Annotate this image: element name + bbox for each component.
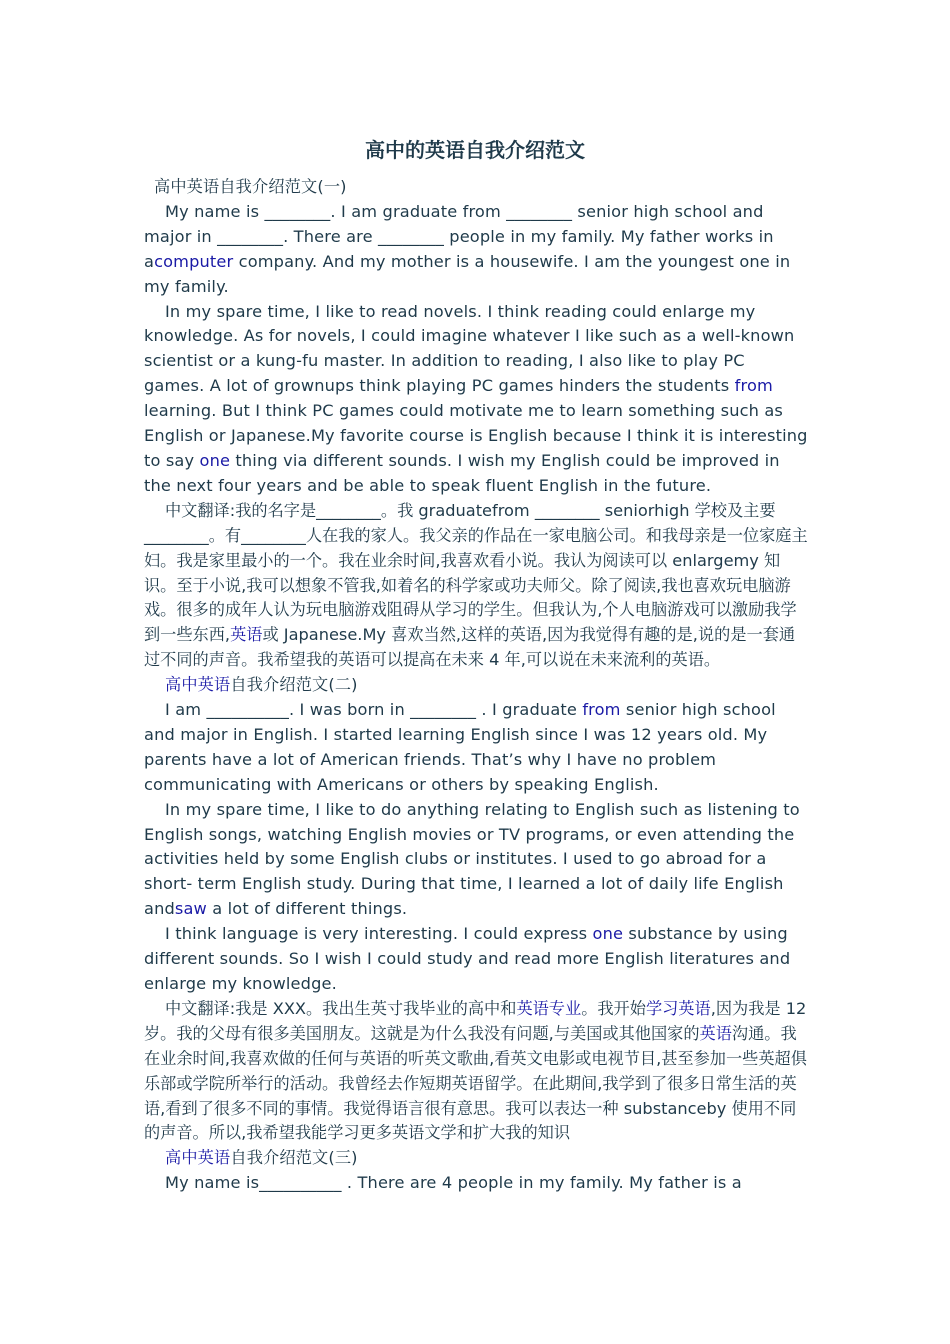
link-heading-3[interactable]: 高中英语 xyxy=(165,1148,231,1168)
link-english[interactable]: 英语 xyxy=(230,625,263,645)
document-title: 高中的英语自我介绍范文 xyxy=(365,138,585,162)
section-1-heading: 高中英语自我介绍范文(一) xyxy=(154,177,347,196)
link-english-2[interactable]: 英语 xyxy=(699,1023,732,1043)
section-1-translation: 中文翻译:我的名字是________。我 graduatefrom ________ seniorhigh 学校及主要________。有________人在我的家人。我父亲的作品在一家电脑公司。和我母亲是一位家庭主妇。我是家里最小的一个。我在业余时间,我喜欢看小说。我认为阅读可以 enlargemy 知识。至于小说,我可以想象不管我,如着名的科学家或功夫师父。除了阅读,我也喜欢玩电脑游戏。很多的成年人认为玩电脑游戏阻碍从学习的学生。但我认为,个人电脑游戏可以激励我学到一些东西,英语或 Japanese.My 喜欢当然,这样的英语,因为我觉得有趣的是,说的是一套通过不同的声音。我希望我的英语可以提高在未来 4 年,可以说在未来流利的英语。 xyxy=(144,500,808,670)
section-2-paragraph-3: I think language is very interesting. I could express one substance by using different sounds. So I wish I could study and read more English literatures and enlarge my knowledge. xyxy=(144,924,791,993)
link-learn-english[interactable]: 学习英语 xyxy=(645,998,711,1018)
section-2-paragraph-1: I am __________. I was born in ________ . I graduate from senior high school and major in English. I started learning English since I was 12 years old. My parents have a lot of American friends. That’s why I have no problem communicating with Americans or others by speaking English. xyxy=(144,700,776,794)
link-one[interactable]: one xyxy=(199,450,231,470)
document-body xyxy=(144,175,809,1196)
section-3-paragraph-1: My name is__________ . There are 4 people in my family. My father is a xyxy=(165,1173,742,1193)
link-saw[interactable]: saw xyxy=(174,899,207,919)
section-1-paragraph-2: In my spare time, I like to read novels. I think reading could enlarge my knowledge. As for novels, I could imagine whatever I like such as a well-known scientist or a kung-fu master. In addition to reading, I also like to play PC games. A lot of grownups think playing PC games hinders the students from learning. But I think PC games could motivate me to learn something such as English or Japanese.My favorite course is English because I think it is interesting to say one thing via different sounds. I wish my English could be improved in the next four years and be able to speak fluent English in the future. xyxy=(144,301,808,495)
section-3-heading: 高中英语自我介绍范文(三) xyxy=(165,1148,358,1168)
section-2-paragraph-2: In my spare time, I like to do anything relating to English such as listening to English songs, watching English movies or TV programs, or even attending the activities held by some English clubs or institutes. I used to go abroad for a short- term English study. During that time, I learned a lot of daily life English andsaw a lot of different things. xyxy=(144,799,800,919)
link-heading-2[interactable]: 高中英语 xyxy=(165,675,231,695)
link-from-2[interactable]: from xyxy=(582,700,621,720)
link-from[interactable]: from xyxy=(734,376,773,396)
section-2-heading: 高中英语自我介绍范文(二) xyxy=(165,675,358,695)
section-1-paragraph-1: My name is ________. I am graduate from ________ senior high school and major in ________. There are ________ people in my family. My father works in acomputer company. And my mother is a housewife. I am the youngest one in my family. xyxy=(144,201,791,296)
link-computer[interactable]: computer xyxy=(154,251,234,271)
link-english-major[interactable]: 英语专业 xyxy=(516,998,582,1018)
link-one-2[interactable]: one xyxy=(592,924,624,944)
section-2-translation: 中文翻译:我是 XXX。我出生英寸我毕业的高中和英语专业。我开始学习英语,因为我是 12 岁。我的父母有很多美国朋友。这就是为什么我没有问题,与美国或其他国家的英语沟通。我在业余时间,我喜欢做的任何与英语的听英文歌曲,看英文电影或电视节目,甚至参加一些英超俱乐部或学院所举行的活动。我曾经去作短期英语留学。在此期间,我学到了很多日常生活的英语,看到了很多不同的事情。我觉得语言很有意思。我可以表达一种 substanceby 使用不同的声音。所以,我希望我能学习更多英语文学和扩大我的知识 xyxy=(144,998,807,1143)
